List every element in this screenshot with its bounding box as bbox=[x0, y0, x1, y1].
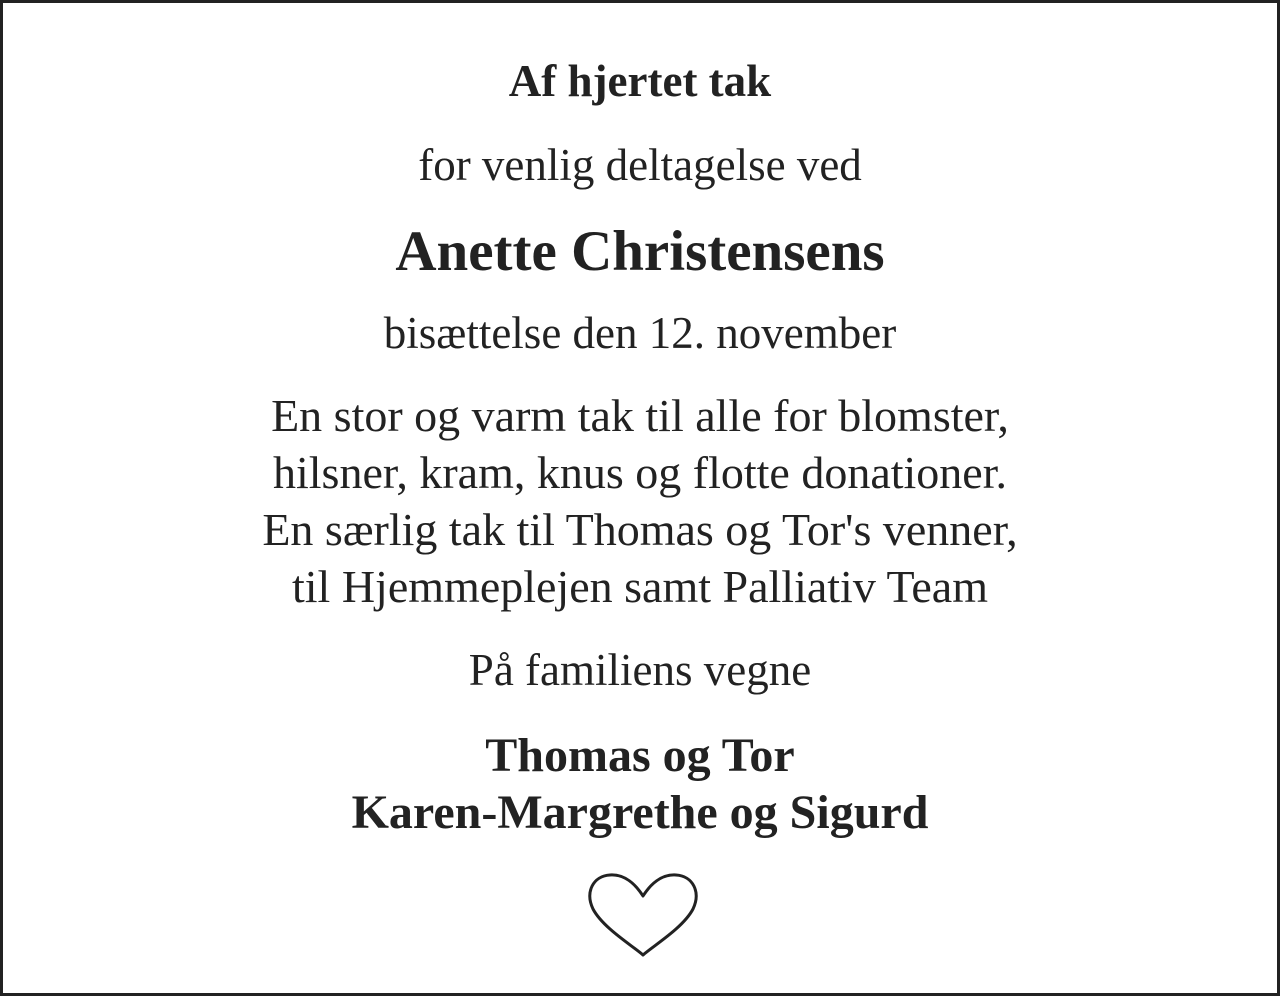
family-signatures bbox=[3, 727, 1277, 841]
message-line: hilsner, kram, knus og flotte donationer. bbox=[272, 447, 1008, 498]
notice-occasion: bisættelse den 12. november bbox=[383, 308, 897, 358]
thank-you-message bbox=[3, 387, 1277, 615]
notice-closing: På familiens vegne bbox=[468, 645, 812, 695]
heart-icon bbox=[585, 869, 701, 961]
notice-intro: for venlig deltagelse ved bbox=[418, 140, 862, 190]
message-line: til Hjemmeplejen samt Palliativ Team bbox=[292, 561, 988, 612]
message-line: En stor og varm tak til alle for blomster, bbox=[271, 390, 1009, 441]
signature-line: Thomas og Tor bbox=[485, 729, 795, 782]
deceased-name: Anette Christensens bbox=[395, 220, 885, 283]
message-line: En særlig tak til Thomas og Tor's venner, bbox=[262, 504, 1018, 555]
notice-heading: Af hjertet tak bbox=[508, 56, 772, 106]
signature-line: Karen-Margrethe og Sigurd bbox=[351, 786, 929, 839]
